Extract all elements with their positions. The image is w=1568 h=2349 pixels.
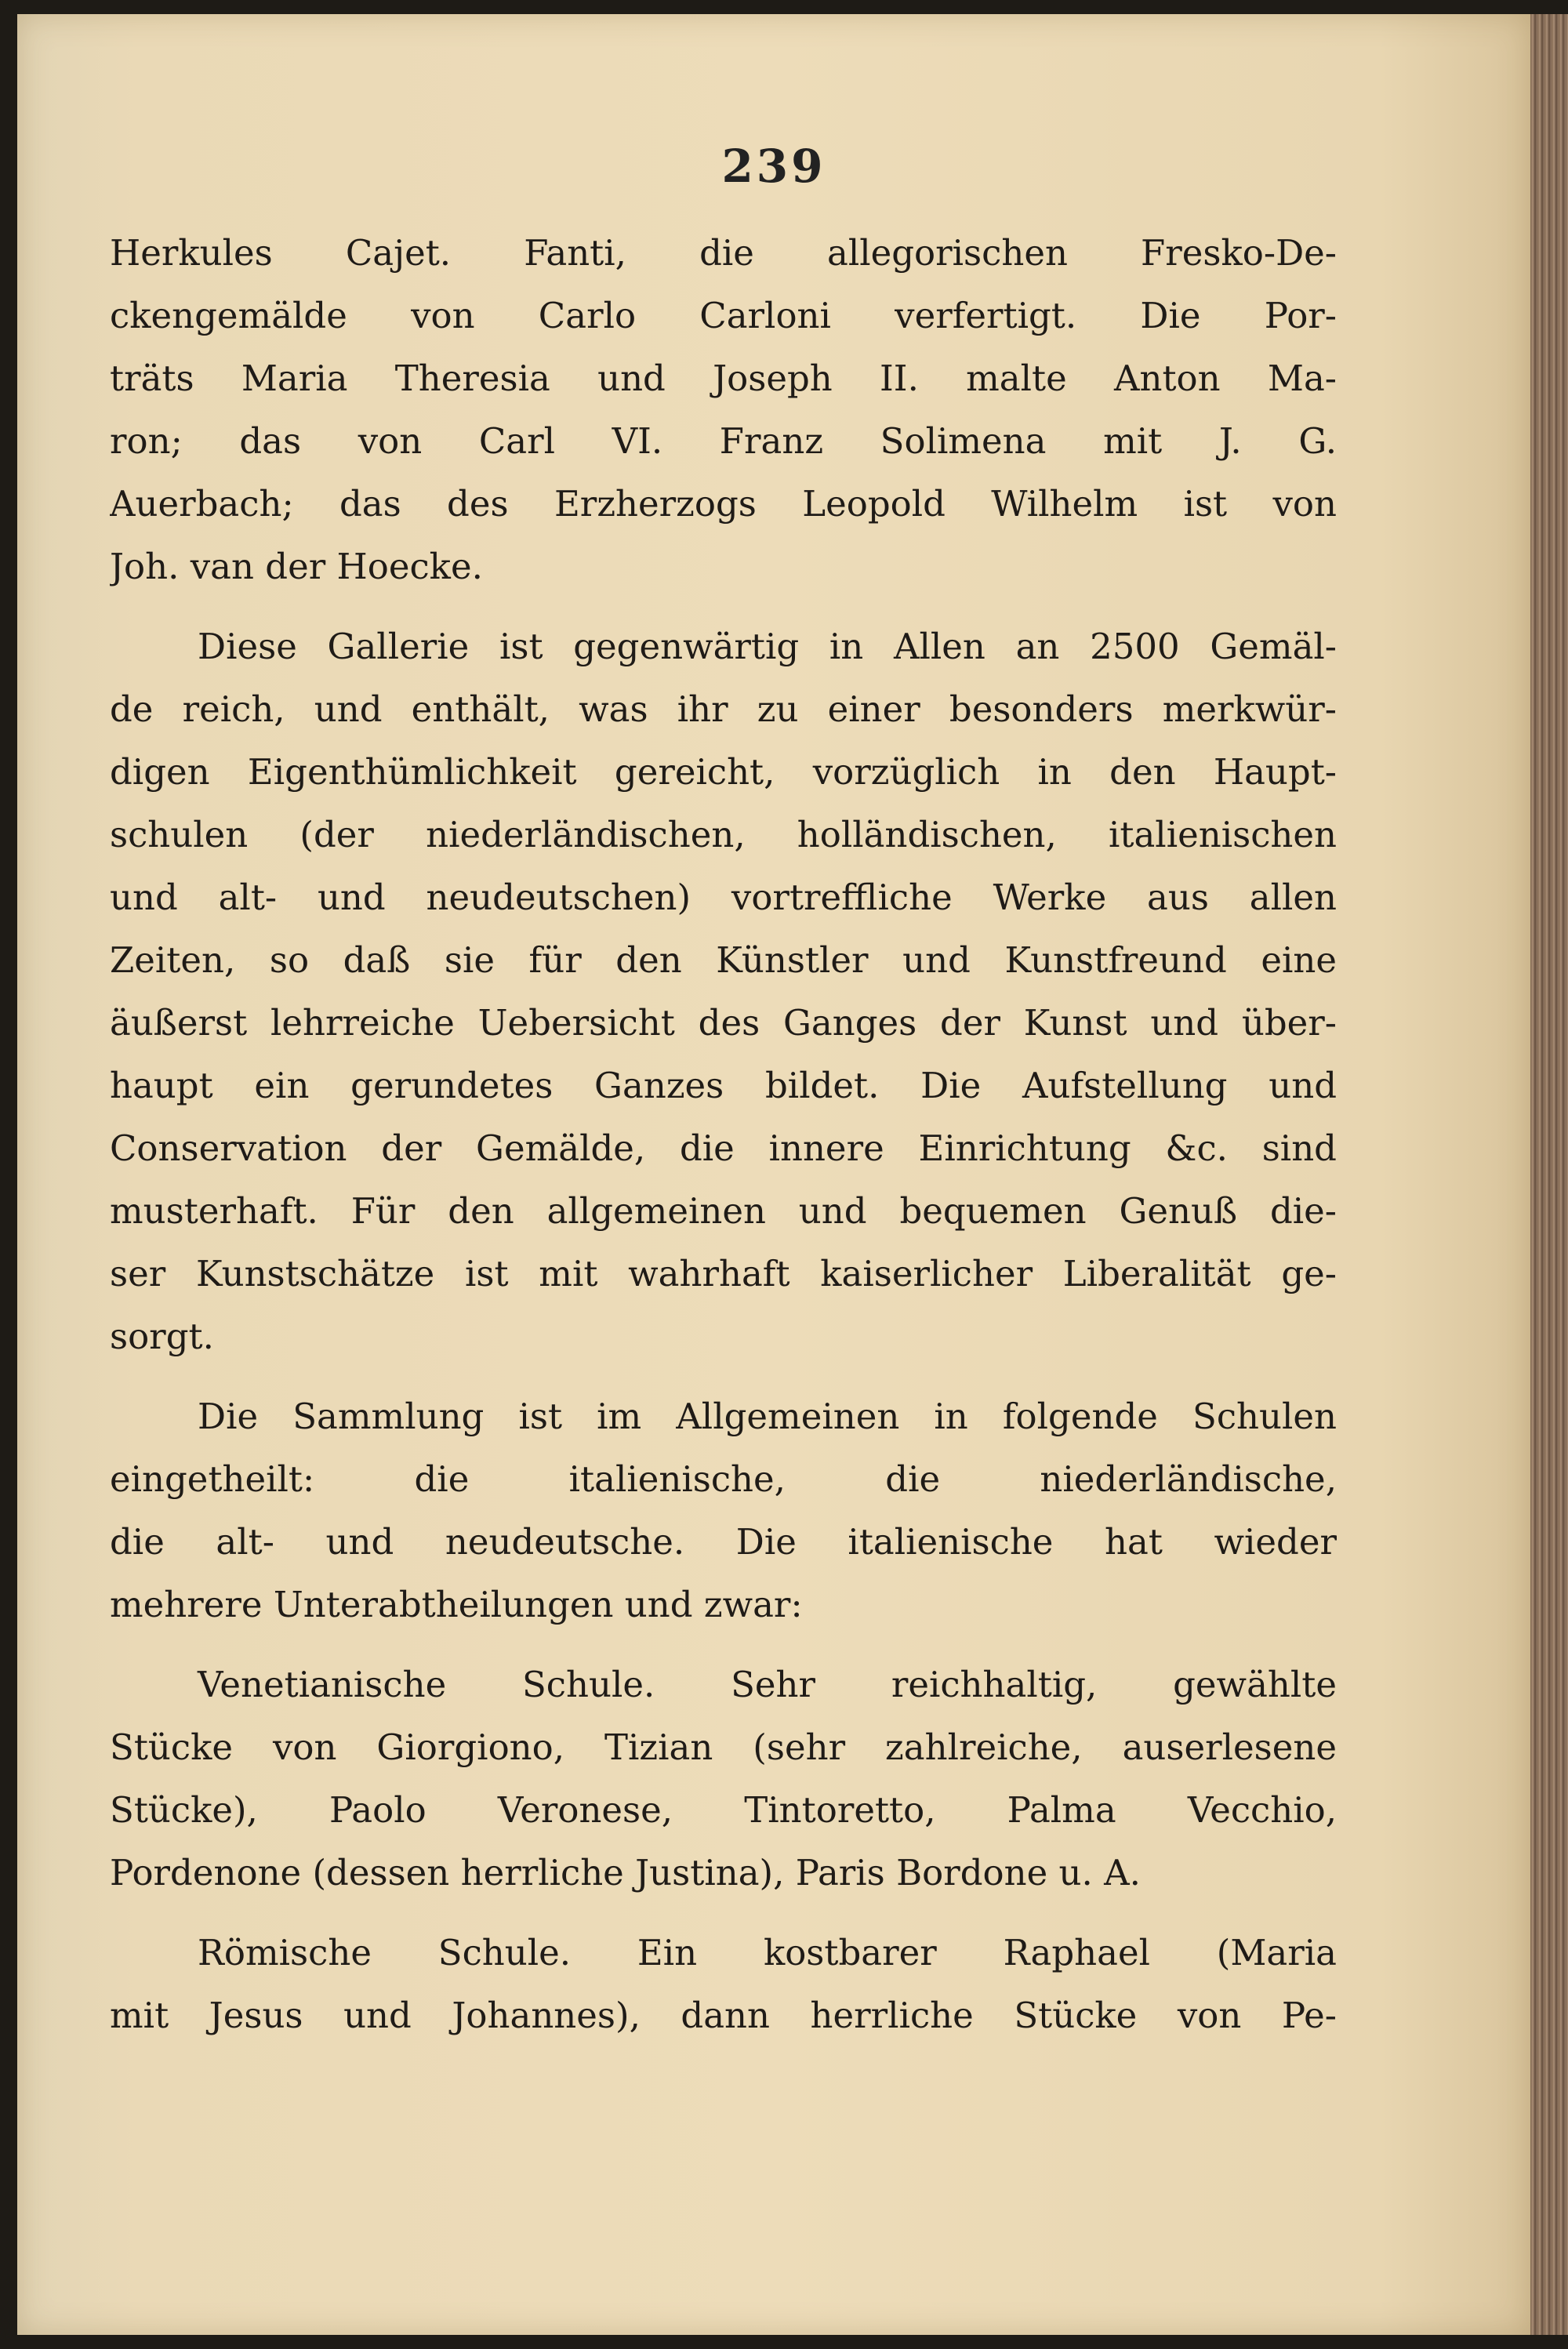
paragraph — [110, 1922, 1337, 2047]
paragraph — [110, 1654, 1337, 1904]
text-line: Stücke von Giorgiono, Tizian (sehr zahlreiche, auserlesene — [110, 1726, 1337, 1768]
text-line: träts Maria Theresia und Joseph II. malte Anton Ma- — [110, 358, 1337, 399]
text-line: die alt- und neudeutsche. Die italienische hat wieder — [110, 1521, 1337, 1563]
paragraph — [110, 1385, 1337, 1636]
text-line: eingetheilt: die italienische, die niederländische, — [110, 1458, 1337, 1500]
text-line: Die Sammlung ist im Allgemeinen in folgende Schulen — [198, 1396, 1337, 1437]
text-line: mehrere Unterabtheilungen und zwar: — [110, 1584, 803, 1625]
text-line: Joh. van der Hoecke. — [110, 546, 483, 587]
body-text — [110, 222, 1337, 2064]
text-line: Römische Schule. Ein kostbarer Raphael (Maria — [198, 1932, 1337, 1973]
text-line: Pordenone (dessen herrliche Justina), Paris Bordone u. A. — [110, 1852, 1141, 1893]
book-edge — [1530, 14, 1568, 2335]
book-page — [17, 14, 1530, 2335]
text-line: Stücke), Paolo Veronese, Tintoretto, Palma Vecchio, — [110, 1789, 1337, 1831]
text-line: musterhaft. Für den allgemeinen und bequemen Genuß die- — [110, 1190, 1337, 1232]
page-number: 239 — [721, 140, 826, 193]
text-line: ser Kunstschätze ist mit wahrhaft kaiserlicher Liberalität ge- — [110, 1253, 1337, 1294]
text-line: mit Jesus und Johannes), dann herrliche Stücke von Pe- — [110, 1995, 1337, 2036]
paragraph — [110, 615, 1337, 1368]
text-line: ron; das von Carl VI. Franz Solimena mit J. G. — [110, 420, 1337, 462]
text-line: Diese Gallerie ist gegenwärtig in Allen an 2500 Gemäl- — [198, 626, 1337, 667]
text-line: digen Eigenthümlichkeit gereicht, vorzüglich in den Haupt- — [110, 751, 1337, 793]
text-line: Herkules Cajet. Fanti, die allegorischen Fresko-De- — [110, 232, 1337, 274]
text-line: de reich, und enthält, was ihr zu einer besonders merkwür- — [110, 688, 1337, 730]
text-line: schulen (der niederländischen, holländischen, italienischen — [110, 814, 1337, 855]
text-line: Zeiten, so daß sie für den Künstler und Kunstfreund eine — [110, 939, 1337, 981]
paragraph — [110, 222, 1337, 598]
text-line: Conservation der Gemälde, die innere Einrichtung &c. sind — [110, 1127, 1337, 1169]
text-line: ckengemälde von Carlo Carloni verfertigt. Die Por- — [110, 295, 1337, 336]
text-line: äußerst lehrreiche Uebersicht des Ganges der Kunst und über- — [110, 1002, 1337, 1044]
text-line: und alt- und neudeutschen) vortreffliche Werke aus allen — [110, 877, 1337, 918]
text-line: sorgt. — [110, 1316, 214, 1357]
text-line: Venetianische Schule. Sehr reichhaltig, gewählte — [198, 1664, 1337, 1705]
text-line: Auerbach; das des Erzherzogs Leopold Wilhelm ist von — [110, 483, 1337, 525]
text-line: haupt ein gerundetes Ganzes bildet. Die Aufstellung und — [110, 1065, 1337, 1106]
